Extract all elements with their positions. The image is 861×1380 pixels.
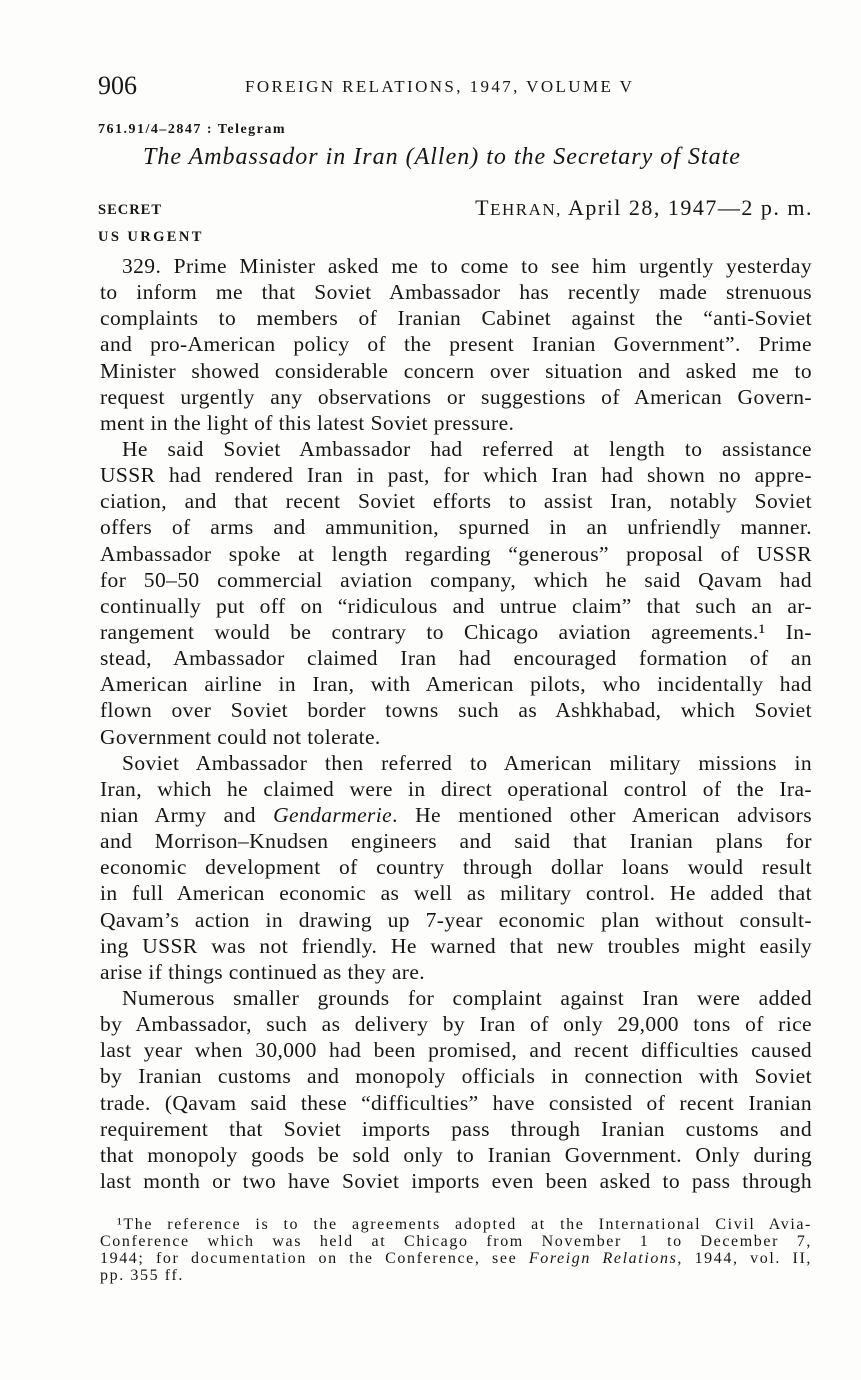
body-line: He said Soviet Ambassador had referred at length to assistance [122,436,812,461]
body-line: and pro-American policy of the present Iranian Government”. Prime [100,332,812,357]
body-line: ciation, and that recent Soviet efforts to assist Iran, notably Soviet [100,489,812,514]
body-line: offers of arms and ammunition, spurned in an unfriendly manner. [100,515,812,540]
running-head-title: FOREIGN RELATIONS, 1947, VOLUME V [245,77,635,96]
body-line: 329. Prime Minister asked me to come to see him urgently yesterday [122,254,812,278]
body-line [100,802,812,828]
footnote-line: Conference which was held at Chicago from November 1 to December 7, [100,1233,812,1250]
footnote [100,1216,812,1284]
dateline-place: TEHRAN, [475,195,562,220]
body-line: continually put off on “ridiculous and untrue claim” that such an ar- [100,593,812,618]
page-number: 906 [98,71,137,100]
text-run: nian Army and [100,802,274,827]
body-line: to inform me that Soviet Ambassador has recently made strenuous [100,280,812,305]
body-paragraph [100,985,812,1194]
body-line: stead, Ambassador claimed Iran had encouraged formation of an [100,646,812,671]
dateline [475,197,813,221]
body-line: last month or two have Soviet imports even been asked to pass through [100,1168,812,1193]
body-line: and Morrison–Knudsen engineers and said that Iranian plans for [100,829,812,854]
body-line: Iran, which he claimed were in direct operational control of the Ira- [100,776,812,801]
body-line: ing USSR was not friendly. He warned that new troubles might easily [100,933,812,958]
body-line: rangement would be contrary to Chicago aviation agreements.¹ In- [100,619,812,644]
body-line: economic development of country through dollar loans would result [100,855,812,880]
footnote-line [100,1250,812,1267]
body-line: USSR had rendered Iran in past, for which Iran had shown no appre- [100,463,812,488]
body-line: American airline in Iran, with American pilots, who incidentally had [100,672,812,697]
body-line: Soviet Ambassador then referred to American military missions in [122,750,812,775]
classification-label: SECRET [98,202,163,218]
body-line: flown over Soviet border towns such as Ashkhabad, which Soviet [100,698,812,723]
body-paragraph [100,253,812,436]
italic-text: Foreign Relations [528,1250,678,1267]
body-line: Qavam’s action in drawing up 7-year economic plan without consult- [100,907,812,932]
body-line: for 50–50 commercial aviation company, which he said Qavam had [100,567,812,592]
footnote-line: ¹The reference is to the agreements adopted at the International Civil Avia- [117,1216,812,1233]
body-line: Minister showed considerable concern over situation and asked me to [100,358,812,383]
file-number: 761.91/4–2847 : Telegram [98,122,287,137]
body-line: requirement that Soviet imports pass through Iranian customs and [100,1116,812,1141]
body-line: request urgently any observations or suggestions of American Govern- [100,384,812,409]
body-line: by Ambassador, such as delivery by Iran of only 29,000 tons of rice [100,1012,812,1037]
body-line: trade. (Qavam said these “difficulties” have consisted of recent Iranian [100,1090,812,1115]
footnote-line: pp. 355 ff. [100,1267,184,1284]
dateline-date: April 28, 1947—2 p. m. [567,195,813,220]
body-line: Government could not tolerate. [100,724,381,749]
body-line: Ambassador spoke at length regarding “generous” proposal of USSR [100,541,812,566]
body-line: that monopoly goods be sold only to Iranian Government. Only during [100,1142,812,1167]
body-line: in full American economic as well as military control. He added that [100,881,812,906]
text-run: 1944; for documentation on the Conference, see [100,1250,529,1267]
body-paragraph [100,436,812,750]
precedence-label: US URGENT [98,229,204,245]
document-title: The Ambassador in Iran (Allen) to the Secretary of State [143,144,741,170]
body-line: ment in the light of this latest Soviet pressure. [100,410,515,435]
body-line: by Iranian customs and monopoly officials in connection with Soviet [100,1064,812,1089]
body-line: Numerous smaller grounds for complaint against Iran were added [122,985,812,1010]
body-line: last year when 30,000 had been promised, and recent difficulties caused [100,1038,812,1063]
body-line: complaints to members of Iranian Cabinet against the “anti-Soviet [100,306,812,331]
text-run: , 1944, vol. II, [677,1250,812,1267]
body-paragraph [100,750,812,985]
telegram-body [100,253,812,1194]
text-run: . He mentioned other American advisors [392,802,812,827]
italic-text: Gendarmerie [273,802,393,827]
body-line: arise if things continued as they are. [100,959,426,984]
